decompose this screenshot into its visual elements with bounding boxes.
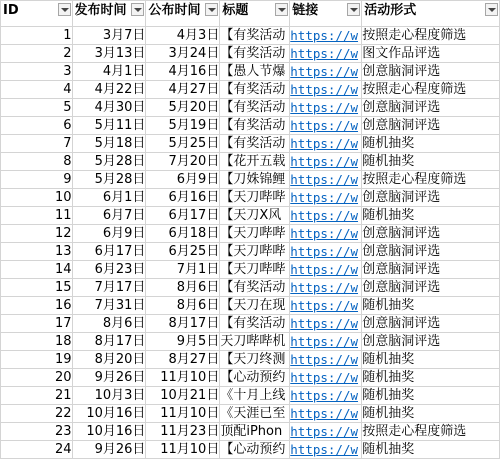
- cell-link[interactable]: https://w: [290, 405, 362, 423]
- cell-title[interactable]: 【天刀X风: [220, 207, 290, 225]
- cell-title[interactable]: 【刀姝锦鲤: [220, 171, 290, 189]
- cell-link[interactable]: https://w: [290, 351, 362, 369]
- cell-id[interactable]: 10: [1, 189, 73, 207]
- table-row: [1, 153, 500, 171]
- cell-link[interactable]: https://w: [290, 171, 362, 189]
- cell-activity-type[interactable]: 创意脑洞评选: [362, 117, 500, 135]
- cell-publish-date[interactable]: 4月1日: [72, 63, 146, 81]
- cell-publish-date[interactable]: 10月3日: [72, 387, 146, 405]
- cell-publish-date[interactable]: 3月13日: [72, 45, 146, 63]
- cell-link[interactable]: https://w: [290, 441, 362, 459]
- cell-activity-type[interactable]: 创意脑洞评选: [362, 99, 500, 117]
- column-header-title: [220, 1, 290, 27]
- column-header-label: 活动形式: [364, 3, 417, 18]
- cell-activity-type[interactable]: 随机抽奖: [362, 153, 500, 171]
- cell-announce-date[interactable]: 5月25日: [146, 135, 220, 153]
- cell-publish-date[interactable]: 9月26日: [72, 441, 146, 459]
- cell-announce-date[interactable]: 6月9日: [146, 171, 220, 189]
- table-row: [1, 315, 500, 333]
- table-row: [1, 243, 500, 261]
- cell-announce-date[interactable]: 6月16日: [146, 189, 220, 207]
- table-row: [1, 171, 500, 189]
- cell-title[interactable]: 【有奖活动: [220, 45, 290, 63]
- cell-publish-date[interactable]: 10月16日: [72, 405, 146, 423]
- cell-title[interactable]: 【天刀哔哔: [220, 261, 290, 279]
- table-row: [1, 27, 500, 45]
- cell-activity-type[interactable]: 按照走心程度筛选: [362, 27, 500, 45]
- cell-id[interactable]: 13: [1, 243, 73, 261]
- filter-dropdown-icon[interactable]: [205, 3, 218, 16]
- cell-publish-date[interactable]: 6月9日: [72, 225, 146, 243]
- table-row: [1, 423, 500, 441]
- column-header-label: ID: [3, 3, 19, 18]
- cell-title[interactable]: 顶配iPhon: [220, 423, 290, 441]
- cell-announce-date[interactable]: 4月16日: [146, 63, 220, 81]
- cell-activity-type[interactable]: 创意脑洞评选: [362, 189, 500, 207]
- cell-activity-type[interactable]: 创意脑洞评选: [362, 243, 500, 261]
- table-row: [1, 261, 500, 279]
- column-header-label: 公布时间: [148, 3, 201, 18]
- table-row: [1, 63, 500, 81]
- cell-activity-type[interactable]: 随机抽奖: [362, 297, 500, 315]
- cell-link[interactable]: https://w: [290, 225, 362, 243]
- cell-title[interactable]: 《十月上线: [220, 387, 290, 405]
- cell-title[interactable]: 【有奖活动: [220, 99, 290, 117]
- column-header-link: [290, 1, 362, 27]
- cell-link[interactable]: https://w: [290, 99, 362, 117]
- table-row: [1, 351, 500, 369]
- cell-link[interactable]: https://w: [290, 27, 362, 45]
- cell-title[interactable]: 《天涯已至: [220, 405, 290, 423]
- cell-title[interactable]: 【心动预约: [220, 441, 290, 459]
- cell-activity-type[interactable]: 随机抽奖: [362, 135, 500, 153]
- cell-publish-date[interactable]: 4月30日: [72, 99, 146, 117]
- cell-title[interactable]: 【有奖活动: [220, 27, 290, 45]
- table-row: [1, 333, 500, 351]
- cell-link[interactable]: https://w: [290, 279, 362, 297]
- cell-announce-date[interactable]: 7月20日: [146, 153, 220, 171]
- cell-title[interactable]: 【心动预约: [220, 369, 290, 387]
- cell-title[interactable]: 【有奖活动: [220, 279, 290, 297]
- cell-id[interactable]: 6: [1, 117, 73, 135]
- table-row: [1, 405, 500, 423]
- cell-link[interactable]: https://w: [290, 369, 362, 387]
- cell-announce-date[interactable]: 8月6日: [146, 297, 220, 315]
- cell-id[interactable]: 4: [1, 81, 73, 99]
- cell-announce-date[interactable]: 11月10日: [146, 441, 220, 459]
- cell-announce-date[interactable]: 11月10日: [146, 369, 220, 387]
- cell-publish-date[interactable]: 10月16日: [72, 423, 146, 441]
- table-row: [1, 207, 500, 225]
- cell-link[interactable]: https://w: [290, 333, 362, 351]
- cell-id[interactable]: 24: [1, 441, 73, 459]
- cell-publish-date[interactable]: 7月17日: [72, 279, 146, 297]
- cell-publish-date[interactable]: 8月20日: [72, 351, 146, 369]
- cell-activity-type[interactable]: 随机抽奖: [362, 351, 500, 369]
- table-row: [1, 369, 500, 387]
- cell-id[interactable]: 9: [1, 171, 73, 189]
- cell-link[interactable]: https://w: [290, 117, 362, 135]
- cell-title[interactable]: 【天刀哔哔: [220, 189, 290, 207]
- table-row: [1, 45, 500, 63]
- cell-publish-date[interactable]: 5月11日: [72, 117, 146, 135]
- cell-title[interactable]: 【愚人节爆: [220, 63, 290, 81]
- cell-link[interactable]: https://w: [290, 189, 362, 207]
- cell-publish-date[interactable]: 5月18日: [72, 135, 146, 153]
- cell-publish-date[interactable]: 6月7日: [72, 207, 146, 225]
- table-row: [1, 297, 500, 315]
- cell-announce-date[interactable]: 5月19日: [146, 117, 220, 135]
- table-row: [1, 81, 500, 99]
- cell-activity-type[interactable]: 创意脑洞评选: [362, 333, 500, 351]
- cell-activity-type[interactable]: 随机抽奖: [362, 441, 500, 459]
- cell-publish-date[interactable]: 6月23日: [72, 261, 146, 279]
- cell-title[interactable]: 天刀哔哔机: [220, 333, 290, 351]
- cell-announce-date[interactable]: 6月25日: [146, 243, 220, 261]
- table-row: [1, 387, 500, 405]
- cell-publish-date[interactable]: 6月1日: [72, 189, 146, 207]
- table-row: [1, 279, 500, 297]
- cell-id[interactable]: 5: [1, 99, 73, 117]
- cell-id[interactable]: 17: [1, 315, 73, 333]
- cell-announce-date[interactable]: 4月3日: [146, 27, 220, 45]
- cell-announce-date[interactable]: 11月23日: [146, 423, 220, 441]
- cell-id[interactable]: 21: [1, 387, 73, 405]
- cell-announce-date[interactable]: 8月27日: [146, 351, 220, 369]
- filter-dropdown-icon[interactable]: [131, 3, 144, 16]
- cell-title[interactable]: 【天刀终测: [220, 351, 290, 369]
- cell-publish-date[interactable]: 4月22日: [72, 81, 146, 99]
- cell-activity-type[interactable]: 创意脑洞评选: [362, 315, 500, 333]
- table-row: [1, 135, 500, 153]
- cell-activity-type[interactable]: 随机抽奖: [362, 405, 500, 423]
- cell-announce-date[interactable]: 4月27日: [146, 81, 220, 99]
- cell-announce-date[interactable]: 8月17日: [146, 315, 220, 333]
- cell-link[interactable]: https://w: [290, 423, 362, 441]
- filter-dropdown-icon[interactable]: [58, 3, 71, 16]
- cell-link[interactable]: https://w: [290, 297, 362, 315]
- filter-dropdown-icon[interactable]: [347, 3, 360, 16]
- cell-publish-date[interactable]: 5月28日: [72, 153, 146, 171]
- column-header-label: 链接: [292, 3, 319, 18]
- table-row: [1, 99, 500, 117]
- cell-activity-type[interactable]: 随机抽奖: [362, 369, 500, 387]
- cell-activity-type[interactable]: 创意脑洞评选: [362, 261, 500, 279]
- cell-publish-date[interactable]: 8月6日: [72, 315, 146, 333]
- cell-id[interactable]: 20: [1, 369, 73, 387]
- cell-announce-date[interactable]: 9月5日: [146, 333, 220, 351]
- cell-announce-date[interactable]: 6月17日: [146, 207, 220, 225]
- cell-id[interactable]: 8: [1, 153, 73, 171]
- table-row: [1, 225, 500, 243]
- column-header-activity-type: [362, 1, 500, 27]
- cell-id[interactable]: 7: [1, 135, 73, 153]
- cell-id[interactable]: 22: [1, 405, 73, 423]
- cell-id[interactable]: 12: [1, 225, 73, 243]
- cell-activity-type[interactable]: 创意脑洞评选: [362, 225, 500, 243]
- cell-link[interactable]: https://w: [290, 135, 362, 153]
- cell-announce-date[interactable]: 8月6日: [146, 279, 220, 297]
- cell-activity-type[interactable]: 按照走心程度筛选: [362, 171, 500, 189]
- cell-link[interactable]: https://w: [290, 261, 362, 279]
- column-header-id: [1, 1, 73, 27]
- cell-announce-date[interactable]: 7月1日: [146, 261, 220, 279]
- cell-activity-type[interactable]: 创意脑洞评选: [362, 279, 500, 297]
- table-row: [1, 441, 500, 459]
- cell-publish-date[interactable]: 8月17日: [72, 333, 146, 351]
- cell-link[interactable]: https://w: [290, 81, 362, 99]
- cell-announce-date[interactable]: 6月18日: [146, 225, 220, 243]
- cell-activity-type[interactable]: 按照走心程度筛选: [362, 423, 500, 441]
- cell-link[interactable]: https://w: [290, 243, 362, 261]
- cell-activity-type[interactable]: 随机抽奖: [362, 207, 500, 225]
- cell-publish-date[interactable]: 9月26日: [72, 369, 146, 387]
- cell-id[interactable]: 19: [1, 351, 73, 369]
- cell-announce-date[interactable]: 10月21日: [146, 387, 220, 405]
- column-header-label: 发布时间: [74, 3, 127, 18]
- table-row: [1, 189, 500, 207]
- cell-publish-date[interactable]: 5月28日: [72, 171, 146, 189]
- cell-link[interactable]: https://w: [290, 207, 362, 225]
- cell-link[interactable]: https://w: [290, 387, 362, 405]
- cell-id[interactable]: 14: [1, 261, 73, 279]
- cell-announce-date[interactable]: 11月10日: [146, 405, 220, 423]
- column-header-publish-date: [72, 1, 146, 27]
- cell-id[interactable]: 23: [1, 423, 73, 441]
- cell-activity-type[interactable]: 按照走心程度筛选: [362, 81, 500, 99]
- cell-publish-date[interactable]: 7月31日: [72, 297, 146, 315]
- column-header-announce-date: [146, 1, 220, 27]
- cell-id[interactable]: 15: [1, 279, 73, 297]
- cell-publish-date[interactable]: 3月7日: [72, 27, 146, 45]
- cell-title[interactable]: 【花开五载: [220, 153, 290, 171]
- column-header-label: 标题: [222, 3, 249, 18]
- cell-publish-date[interactable]: 6月17日: [72, 243, 146, 261]
- cell-title[interactable]: 【天刀哔哔: [220, 243, 290, 261]
- header-row: [1, 1, 500, 27]
- cell-id[interactable]: 3: [1, 63, 73, 81]
- cell-activity-type[interactable]: 随机抽奖: [362, 387, 500, 405]
- cell-id[interactable]: 1: [1, 27, 73, 45]
- table-row: [1, 117, 500, 135]
- cell-link[interactable]: https://w: [290, 63, 362, 81]
- cell-id[interactable]: 11: [1, 207, 73, 225]
- cell-title[interactable]: 【天刀哔哔: [220, 225, 290, 243]
- cell-announce-date[interactable]: 3月24日: [146, 45, 220, 63]
- cell-activity-type[interactable]: 图文作品评选: [362, 45, 500, 63]
- cell-id[interactable]: 2: [1, 45, 73, 63]
- cell-title[interactable]: 【天刀在现: [220, 297, 290, 315]
- filter-dropdown-icon[interactable]: [275, 3, 288, 16]
- cell-title[interactable]: 【有奖活动: [220, 315, 290, 333]
- cell-id[interactable]: 16: [1, 297, 73, 315]
- cell-title[interactable]: 【有奖活动: [220, 81, 290, 99]
- cell-announce-date[interactable]: 5月20日: [146, 99, 220, 117]
- filter-dropdown-icon[interactable]: [485, 3, 498, 16]
- cell-activity-type[interactable]: 创意脑洞评选: [362, 63, 500, 81]
- cell-title[interactable]: 【有奖活动: [220, 135, 290, 153]
- cell-link[interactable]: https://w: [290, 45, 362, 63]
- cell-link[interactable]: https://w: [290, 315, 362, 333]
- cell-link[interactable]: https://w: [290, 153, 362, 171]
- cell-id[interactable]: 18: [1, 333, 73, 351]
- cell-title[interactable]: 【有奖活动: [220, 117, 290, 135]
